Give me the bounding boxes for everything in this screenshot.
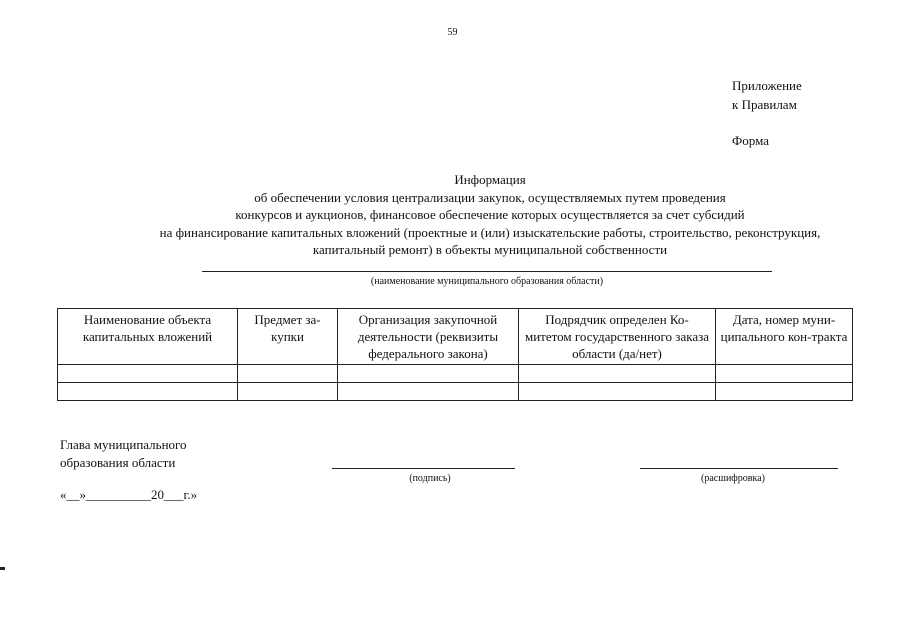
col-header-contractor: Подрядчик определен Ко-митетом государственного заказа области (да/нет) bbox=[519, 309, 716, 365]
col-header-subject: Предмет за-купки bbox=[238, 309, 338, 365]
table-cell[interactable] bbox=[716, 383, 853, 401]
table-row bbox=[58, 383, 853, 401]
title-heading: Информация bbox=[454, 172, 526, 187]
table-cell[interactable] bbox=[338, 383, 519, 401]
decode-fill-line bbox=[640, 468, 838, 469]
signatory-title bbox=[60, 436, 187, 472]
table-cell[interactable] bbox=[519, 383, 716, 401]
table-row bbox=[58, 365, 853, 383]
title-line: об обеспечении условия централизации закупок, осуществляемых путем проведения bbox=[254, 189, 726, 205]
decode-caption: (расшифровка) bbox=[701, 473, 765, 484]
municipality-caption: (наименование муниципального образования области) bbox=[370, 276, 604, 287]
appendix-label: Приложение bbox=[732, 78, 802, 93]
table-cell[interactable] bbox=[58, 365, 238, 383]
signature-fill-line bbox=[332, 468, 515, 469]
table-cell[interactable] bbox=[238, 383, 338, 401]
table-cell[interactable] bbox=[238, 365, 338, 383]
col-header-organization: Организация закупочной деятельности (реквизиты федерального закона) bbox=[338, 309, 519, 365]
title-line: на финансирование капитальных вложений (проектные и (или) изыскательские работы, строительство, реконструкция, bbox=[159, 224, 821, 240]
table-cell[interactable] bbox=[338, 365, 519, 383]
info-table bbox=[57, 308, 853, 401]
col-header-object: Наименование объекта капитальных вложений bbox=[58, 309, 238, 365]
document-title bbox=[60, 171, 905, 259]
table-cell[interactable] bbox=[519, 365, 716, 383]
table-cell[interactable] bbox=[58, 383, 238, 401]
municipality-fill-line bbox=[202, 271, 772, 272]
col-header-contract: Дата, номер муни-ципального кон-тракта bbox=[716, 309, 853, 365]
title-line: конкурсов и аукционов, финансовое обеспечение которых осуществляется за счет субсидий bbox=[235, 207, 745, 223]
form-label: Форма bbox=[732, 133, 769, 148]
margin-mark bbox=[0, 567, 5, 570]
signatory-line: образования области bbox=[60, 455, 176, 470]
signatory-line: Глава муниципального bbox=[60, 437, 187, 452]
date-template: «__»__________20___г.» bbox=[60, 487, 198, 502]
table-cell[interactable] bbox=[716, 365, 853, 383]
page-number: 59 bbox=[447, 27, 458, 38]
signature-caption: (подпись) bbox=[409, 473, 451, 484]
appendix-reference: к Правилам bbox=[732, 97, 797, 112]
table-header-row bbox=[58, 309, 853, 365]
title-line: капитальный ремонт) в объекты муниципальной собственности bbox=[312, 242, 668, 258]
